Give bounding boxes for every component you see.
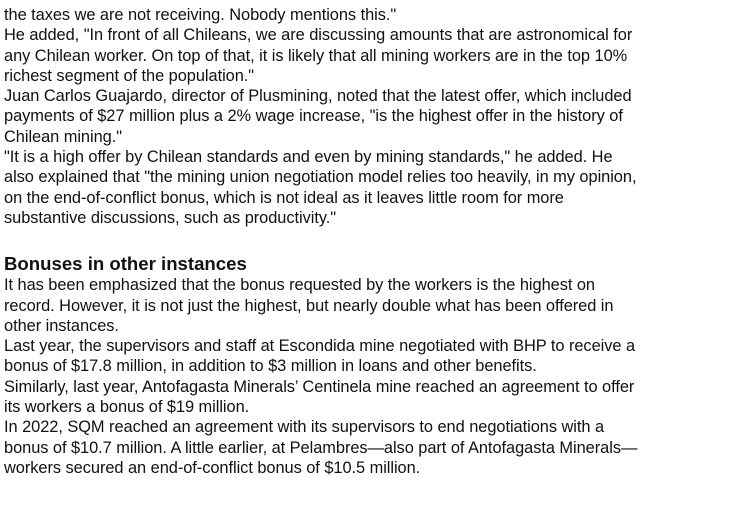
paragraph-guajardo: Juan Carlos Guajardo, director of Plusmining, noted that the latest offer, which included payments of $27 million plus a 2% wage increase, "is the highest offer in the history of Chilean mining." — [4, 87, 632, 146]
paragraph-high-offer: "It is a high offer by Chilean standards and even by mining standards," he added. He also explained that "the mining union negotiation model relies too heavily, in my opinion, on the end-of-conflict bonus, which is not ideal as it leaves little room for more substantive discussions, such as productivity." — [4, 148, 637, 227]
paragraph-taxes-quote-end: the taxes we are not receiving. Nobody mentions this." — [4, 6, 397, 24]
paragraph-escondida: Last year, the supervisors and staff at Escondida mine negotiated with BHP to receive a bonus of $17.8 million, in addition to $3 million in loans and other benefits. — [4, 337, 636, 376]
article-section-quotes — [4, 5, 750, 228]
section-heading: Bonuses in other instances — [4, 253, 247, 275]
paragraph-centinela: Similarly, last year, Antofagasta Minerals’ Centinela mine reached an agreement to offer its workers a bonus of $19 million. — [4, 377, 635, 417]
article-section-bonuses — [4, 253, 750, 478]
paragraph-he-added: He added, "In front of all Chileans, we are discussing amounts that are astronomical for any Chilean worker. On top of that, it is likely that all mining workers are in the top 10% richest segment of the population." — [4, 26, 633, 85]
paragraph-highest-on-record: It has been emphasized that the bonus requested by the workers is the highest on record. However, it is not just the highest, but nearly double what has been offered in other instances. — [4, 276, 614, 335]
paragraph-sqm-pelambres: In 2022, SQM reached an agreement with its supervisors to end negotiations with a bonus of $10.7 million. A little earlier, at Pelambres—also part of Antofagasta Minerals— workers secured an end-of-conflict bonus of $10.5 million. — [4, 418, 638, 477]
